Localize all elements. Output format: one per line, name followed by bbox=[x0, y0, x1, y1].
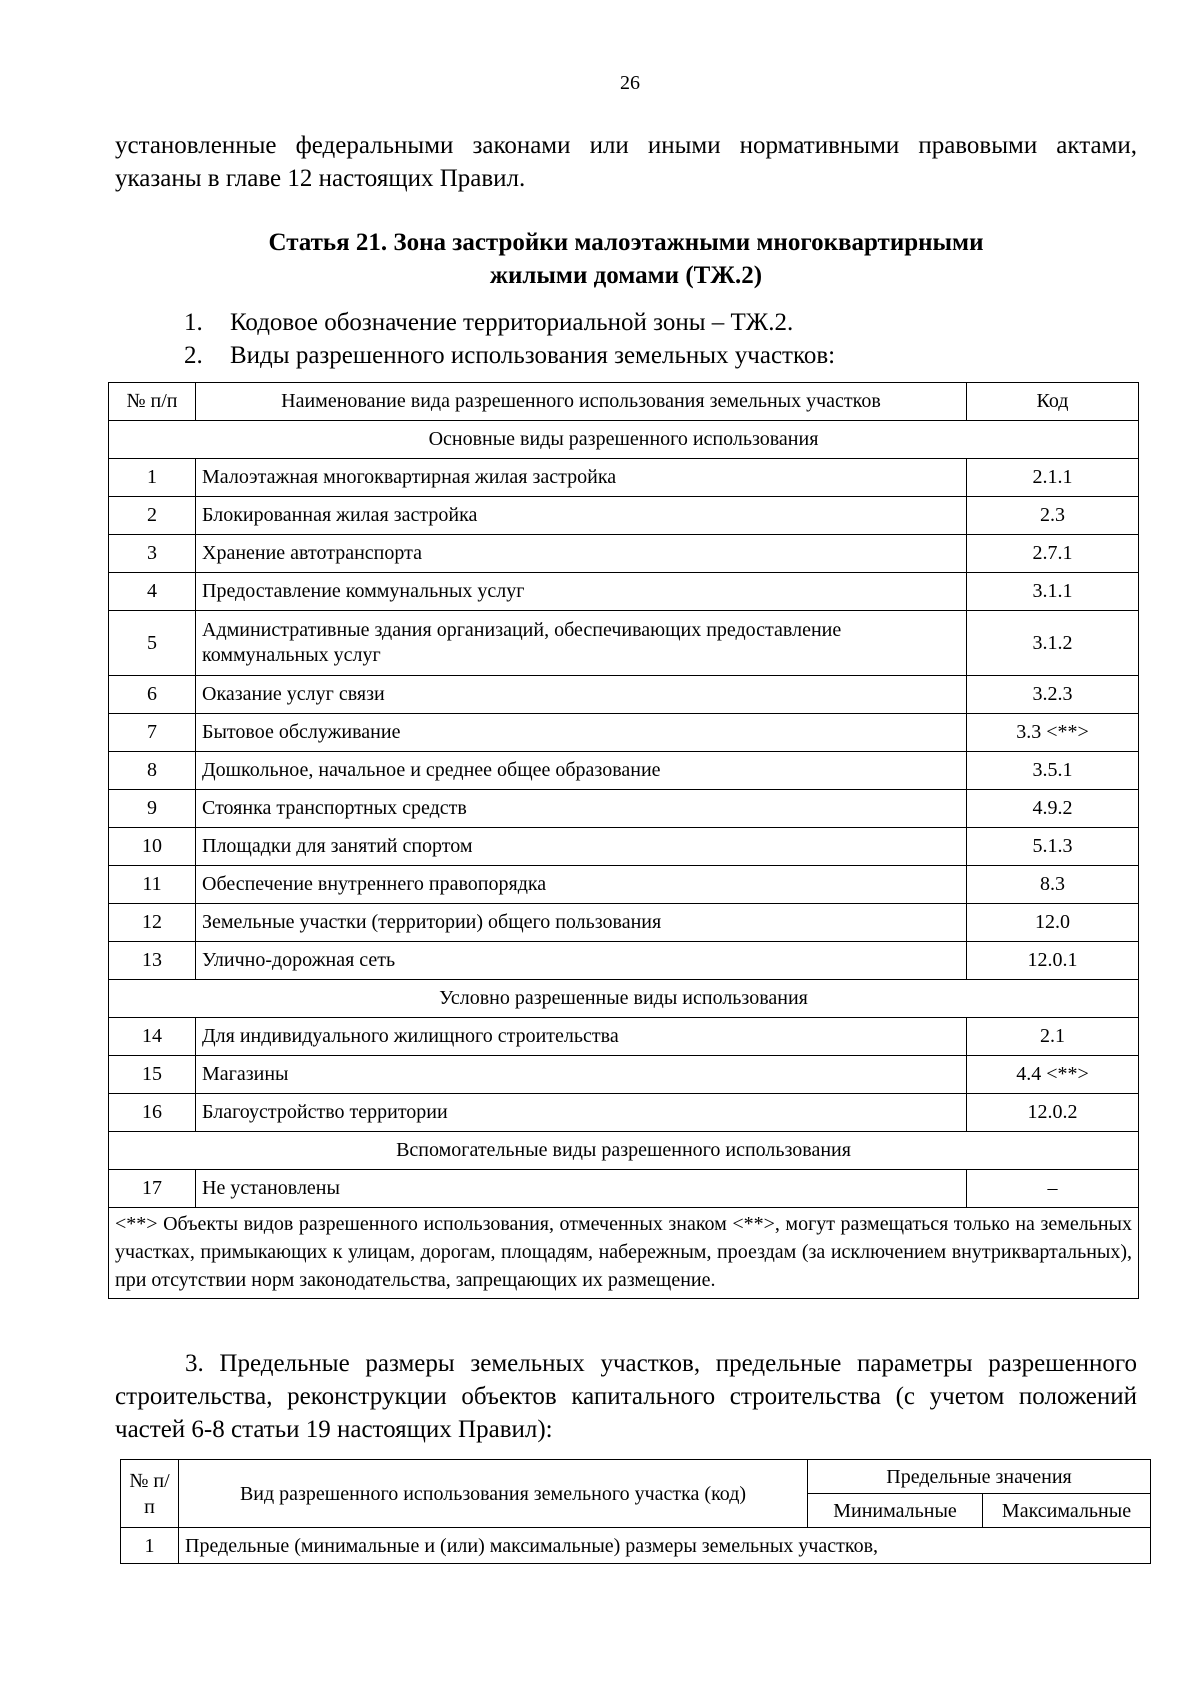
row-name: Не установлены bbox=[196, 1170, 967, 1208]
page-number: 26 bbox=[620, 72, 640, 94]
row-number: 5 bbox=[109, 611, 196, 676]
header-use-type: Вид разрешенного использования земельного участка (код) bbox=[179, 1460, 808, 1528]
table-row bbox=[109, 611, 1139, 676]
row-name: Магазины bbox=[196, 1056, 967, 1094]
row-name: Земельные участки (территории) общего пользования bbox=[196, 904, 967, 942]
row-number: 4 bbox=[109, 573, 196, 611]
paragraph-3-text: 3. Предельные размеры земельных участков, предельные параметры разрешенного строительства, реконструкции объектов капитального строительства (с учетом положений частей 6-8 статьи 19 настоящих Правил): bbox=[115, 1350, 1137, 1443]
section-row bbox=[109, 980, 1139, 1018]
row-name: Благоустройство территории bbox=[196, 1094, 967, 1132]
row-name: Оказание услуг связи bbox=[196, 676, 967, 714]
row-number: 12 bbox=[109, 904, 196, 942]
row-number: 6 bbox=[109, 676, 196, 714]
section-title: Основные виды разрешенного использования bbox=[109, 421, 1139, 459]
row-number: 14 bbox=[109, 1018, 196, 1056]
table-header-row bbox=[109, 383, 1139, 421]
row-number: 10 bbox=[109, 828, 196, 866]
row-number: 16 bbox=[109, 1094, 196, 1132]
row-code: 2.1.1 bbox=[967, 459, 1139, 497]
row-code: 3.2.3 bbox=[967, 676, 1139, 714]
section-title: Вспомогательные виды разрешенного использования bbox=[109, 1132, 1139, 1170]
table-row bbox=[121, 1528, 1151, 1564]
list-item-number: 1. bbox=[184, 309, 203, 336]
row-name: Бытовое обслуживание bbox=[196, 714, 967, 752]
row-code: 12.0.1 bbox=[967, 942, 1139, 980]
row-name: Хранение автотранспорта bbox=[196, 535, 967, 573]
article-heading-line2: жилыми домами (ТЖ.2) bbox=[489, 262, 763, 289]
header-max: Максимальные bbox=[983, 1494, 1151, 1528]
header-code: Код bbox=[967, 383, 1139, 421]
row-code: 3.1.2 bbox=[967, 611, 1139, 676]
table-row bbox=[109, 676, 1139, 714]
row-name: Площадки для занятий спортом bbox=[196, 828, 967, 866]
header-number: № п/п bbox=[109, 383, 196, 421]
row-code: 3.3 <**> bbox=[967, 714, 1139, 752]
row-code: – bbox=[967, 1170, 1139, 1208]
row-name: Обеспечение внутреннего правопорядка bbox=[196, 866, 967, 904]
note-row bbox=[109, 1208, 1139, 1299]
article-heading-line1: Статья 21. Зона застройки малоэтажными многоквартирными bbox=[268, 229, 984, 256]
row-code: 4.4 <**> bbox=[967, 1056, 1139, 1094]
table-footnote: <**> Объекты видов разрешенного использования, отмеченных знаком <**>, могут размещаться только на земельных участках, примыкающих к улицам, дорогам, площадям, набережным, проездам (за исключением внутриквартальных), при отсутствии норм законодательства, запрещающих их размещение. bbox=[109, 1208, 1139, 1299]
row-name: Стоянка транспортных средств bbox=[196, 790, 967, 828]
row-number: 2 bbox=[109, 497, 196, 535]
table-row bbox=[109, 1170, 1139, 1208]
header-name: Наименование вида разрешенного использования земельных участков bbox=[196, 383, 967, 421]
section-row bbox=[109, 421, 1139, 459]
limits-table bbox=[120, 1459, 1151, 1564]
table-row bbox=[109, 1094, 1139, 1132]
row-code: 12.0 bbox=[967, 904, 1139, 942]
article-heading bbox=[115, 226, 1137, 292]
row-name: Дошкольное, начальное и среднее общее образование bbox=[196, 752, 967, 790]
section-row bbox=[109, 1132, 1139, 1170]
paragraph-3 bbox=[115, 1347, 1137, 1446]
header-number: № п/п bbox=[121, 1460, 179, 1528]
table-row bbox=[109, 497, 1139, 535]
section-title: Условно разрешенные виды использования bbox=[109, 980, 1139, 1018]
row-number: 1 bbox=[109, 459, 196, 497]
table-row bbox=[109, 573, 1139, 611]
row-code: 4.9.2 bbox=[967, 790, 1139, 828]
row-number: 11 bbox=[109, 866, 196, 904]
row-code: 3.1.1 bbox=[967, 573, 1139, 611]
table-row bbox=[109, 714, 1139, 752]
row-name: Административные здания организаций, обеспечивающих предоставление коммунальных услуг bbox=[196, 611, 967, 676]
table-row bbox=[109, 459, 1139, 497]
row-number: 7 bbox=[109, 714, 196, 752]
land-use-table bbox=[108, 382, 1139, 1299]
table-row bbox=[109, 828, 1139, 866]
row-name: Предоставление коммунальных услуг bbox=[196, 573, 967, 611]
row-code: 8.3 bbox=[967, 866, 1139, 904]
row-name: Блокированная жилая застройка bbox=[196, 497, 967, 535]
table-row bbox=[109, 942, 1139, 980]
table-header-row bbox=[121, 1460, 1151, 1494]
header-min: Минимальные bbox=[808, 1494, 983, 1528]
row-number: 1 bbox=[121, 1528, 179, 1564]
row-code: 5.1.3 bbox=[967, 828, 1139, 866]
row-name: Для индивидуального жилищного строительства bbox=[196, 1018, 967, 1056]
row-number: 17 bbox=[109, 1170, 196, 1208]
row-code: 2.7.1 bbox=[967, 535, 1139, 573]
list-item-text: Виды разрешенного использования земельных участков: bbox=[230, 342, 836, 369]
row-number: 8 bbox=[109, 752, 196, 790]
row-name: Улично-дорожная сеть bbox=[196, 942, 967, 980]
list-item-number: 2. bbox=[184, 342, 203, 369]
row-name: Малоэтажная многоквартирная жилая застройка bbox=[196, 459, 967, 497]
list-item-text: Кодовое обозначение территориальной зоны – ТЖ.2. bbox=[230, 309, 794, 336]
table-row bbox=[109, 1018, 1139, 1056]
row-code: 3.5.1 bbox=[967, 752, 1139, 790]
table-row bbox=[109, 535, 1139, 573]
row-number: 13 bbox=[109, 942, 196, 980]
table-row bbox=[109, 1056, 1139, 1094]
table-row bbox=[109, 752, 1139, 790]
intro-paragraph: установленные федеральными законами или иными нормативными правовыми актами, указаны в главе 12 настоящих Правил. bbox=[115, 132, 1137, 192]
row-code: 2.1 bbox=[967, 1018, 1139, 1056]
row-number: 3 bbox=[109, 535, 196, 573]
header-limits: Предельные значения bbox=[808, 1460, 1151, 1494]
row-text: Предельные (минимальные и (или) максимальные) размеры земельных участков, bbox=[179, 1528, 1151, 1564]
table-row bbox=[109, 866, 1139, 904]
table-row bbox=[109, 790, 1139, 828]
row-number: 9 bbox=[109, 790, 196, 828]
row-code: 12.0.2 bbox=[967, 1094, 1139, 1132]
table-row bbox=[109, 904, 1139, 942]
row-number: 15 bbox=[109, 1056, 196, 1094]
row-code: 2.3 bbox=[967, 497, 1139, 535]
